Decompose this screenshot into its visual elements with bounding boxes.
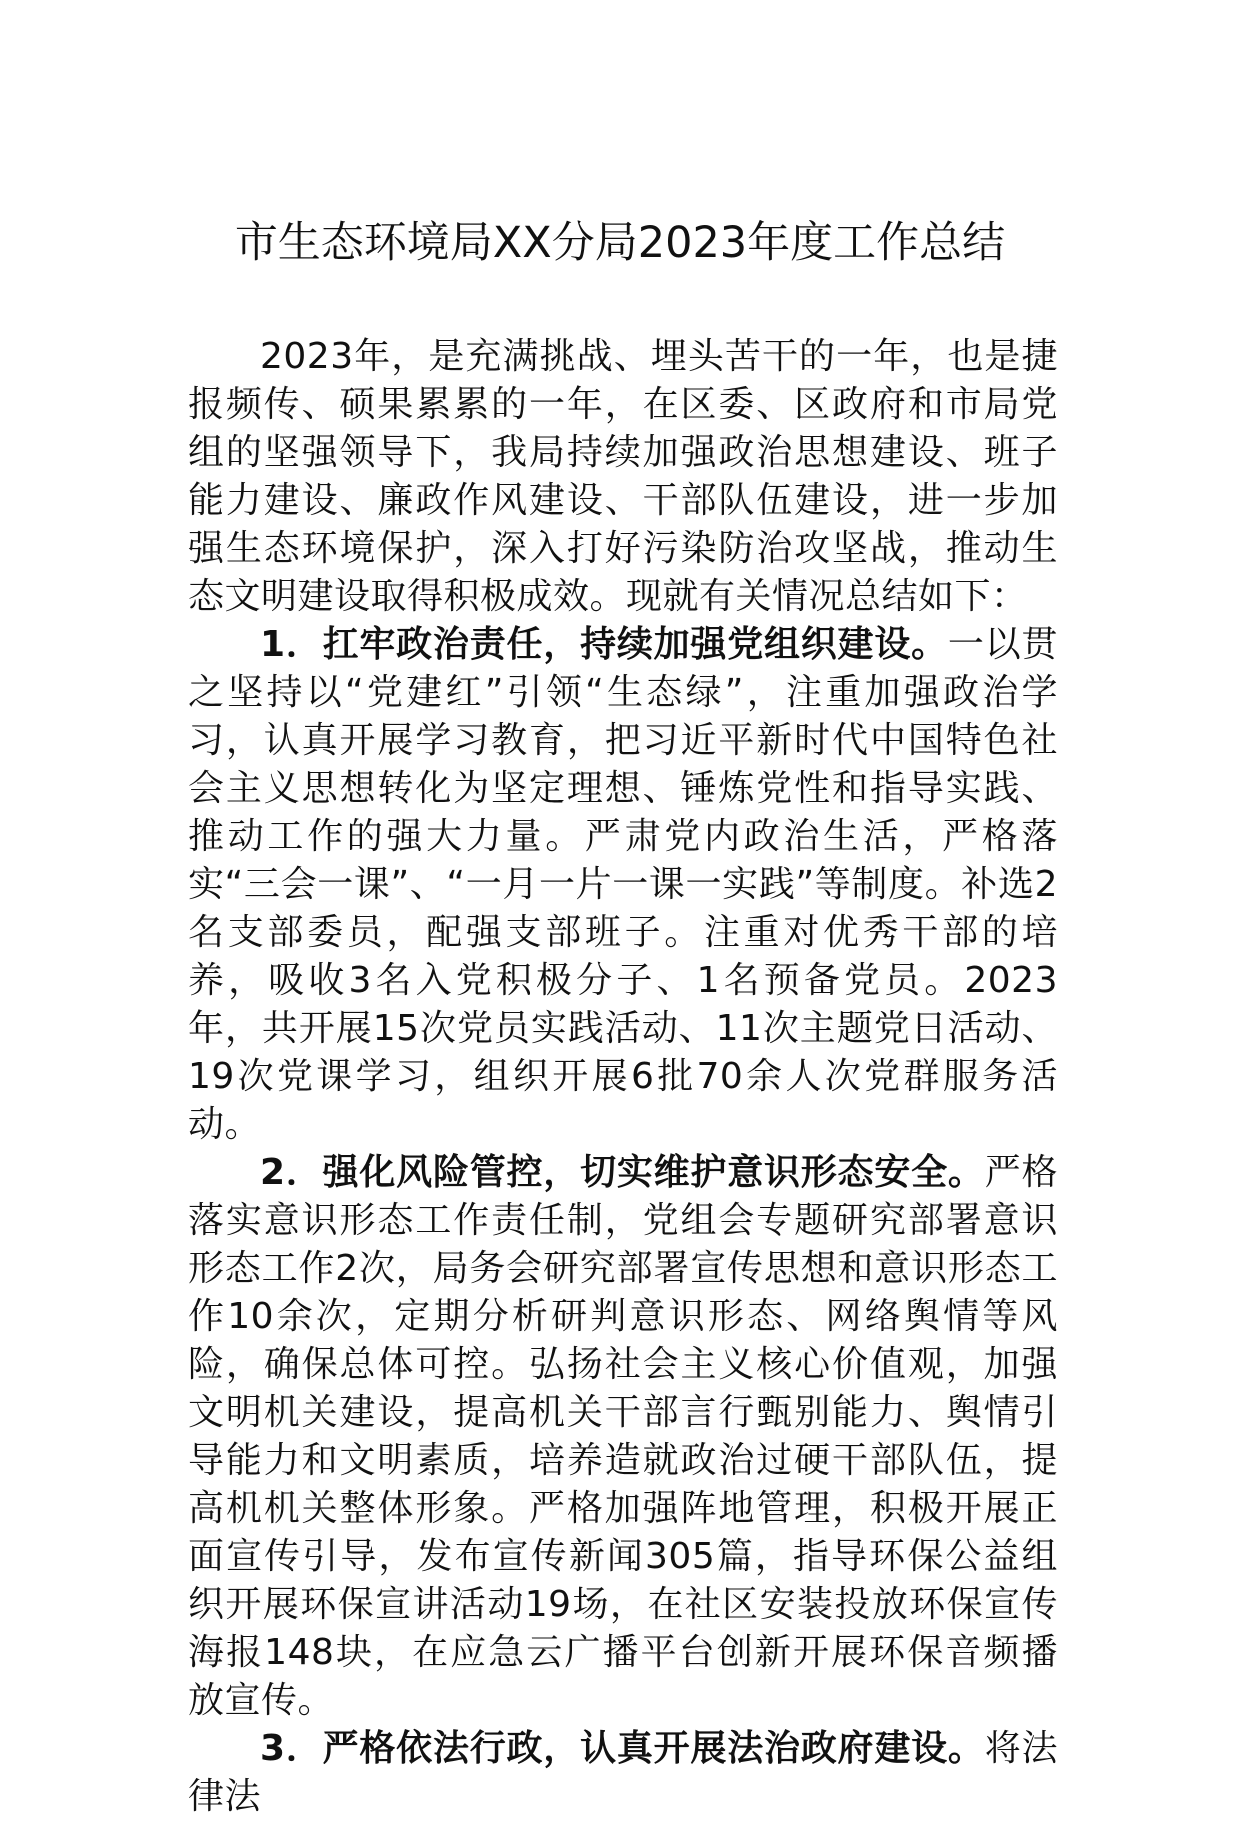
- document-body: [188, 333, 1058, 1821]
- section-3-paragraph: [188, 1725, 1058, 1821]
- section-2-heading: 2．强化风险管控，切实维护意识形态安全。: [260, 1152, 985, 1193]
- section-3-heading: 3．严格依法行政，认真开展法治政府建设。: [260, 1728, 985, 1769]
- section-1-paragraph: [188, 621, 1058, 1149]
- document-title: 市生态环境局XX分局2023年度工作总结: [234, 218, 1006, 268]
- intro-paragraph: [188, 333, 1058, 621]
- section-2-text: 严格落实意识形态工作责任制，党组会专题研究部署意识形态工作2次，局务会研究部署宣传思想和意识形态工作10余次，定期分析研判意识形态、网络舆情等风险，确保总体可控。弘扬社会主义核心价值观，加强文明机关建设，提高机关干部言行甄别能力、舆情引导能力和文明素质，培养造就政治过硬干部队伍，提高机机关整体形象。严格加强阵地管理，积极开展正面宣传引导，发布宣传新闻305篇，指导环保公益组织开展环保宣讲活动19场，在社区安装投放环保宣传海报148块，在应急云广播平台创新开展环保音频播放宣传。: [188, 1152, 1058, 1721]
- intro-paragraph-text: 2023年，是充满挑战、埋头苦干的一年，也是捷报频传、硕果累累的一年，在区委、区政府和市局党组的坚强领导下，我局持续加强政治思想建设、班子能力建设、廉政作风建设、干部队伍建设，进一步加强生态环境保护，深入打好污染防治攻坚战，推动生态文明建设取得积极成效。现就有关情况总结如下：: [188, 336, 1058, 617]
- section-1-text: 一以贯之坚持以“党建红”引领“生态绿”，注重加强政治学习，认真开展学习教育，把习近平新时代中国特色社会主义思想转化为坚定理想、锤炼党性和指导实践、推动工作的强大力量。严肃党内政治生活，严格落实“三会一课”、“一月一片一课一实践”等制度。补选2名支部委员，配强支部班子。注重对优秀干部的培养，吸收3名入党积极分子、1名预备党员。2023年，共开展15次党员实践活动、11次主题党日活动、19次党课学习，组织开展6批70余人次党群服务活动。: [188, 624, 1058, 1145]
- section-1-heading: 1．扛牢政治责任，持续加强党组织建设。: [260, 624, 948, 665]
- section-2-paragraph: [188, 1149, 1058, 1725]
- section-3-text: 将法律法: [188, 1728, 1058, 1817]
